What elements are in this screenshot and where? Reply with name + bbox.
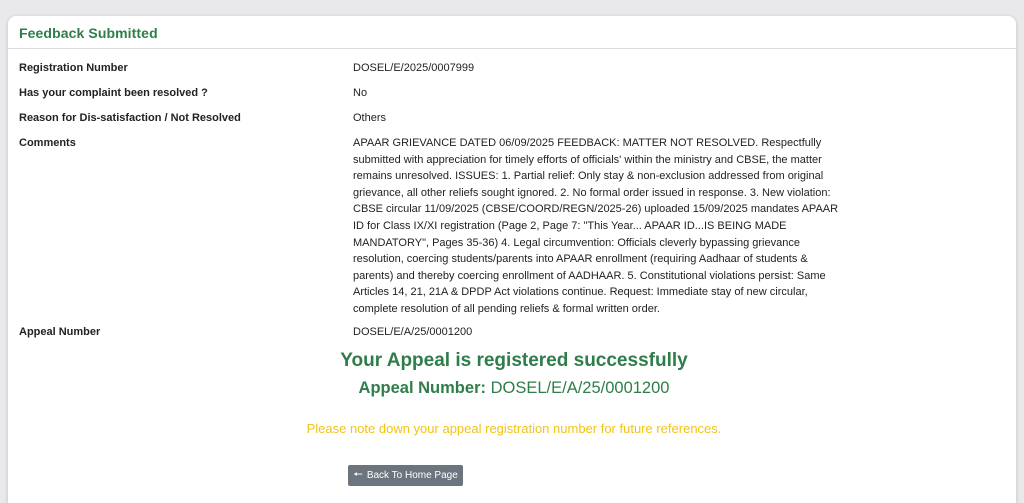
comments-text: APAAR GRIEVANCE DATED 06/09/2025 FEEDBACK: MATTER NOT RESOLVED. Respectfully submitted with appreciation for timely efforts of officials' within the ministry and CBSE, the matter remains unresolved. ISSUES: 1. Partial relief: Only stay & non-exclusion addressed from original grievance, all other reliefs sought ignored. 2. No formal order issued in response. 3. New violation: CBSE circular 11/09/2025 (CBSE/COORD/REGN/2025-26) uploaded 15/09/2025 mandates APAAR ID for Class IX/XI registration (Page 2, Page 7: "This Year... APAAR ID...IS BEING MADE MANDATORY", Pages 35-36) 4. Legal circumvention: Officials cleverly bypassing grievance resolution, coercing students/parents into APAAR enrollment (requiring Aadhaar of students & parents) and thereby coercing enrollment of AADHAAR. 5. Constitutional violations persist: Same Articles 14, 21, 21A & DPDP Act violations continue. Request: Immediate stay of new circular, complete resolution of all pending reliefs & formal written order.: [353, 137, 839, 315]
detail-label: Comments: [19, 137, 76, 149]
appeal-number-value: DOSEL/E/A/25/0001200: [490, 379, 670, 397]
appeal-number-label: Appeal Number:: [358, 379, 486, 397]
reference-note: Please note down your appeal registration number for future references.: [306, 421, 722, 436]
feedback-card: [8, 16, 1016, 503]
appeal-number-line: [8, 379, 1016, 398]
arrow-left-icon: 🠔: [353, 469, 363, 481]
detail-label: Registration Number: [19, 62, 128, 74]
detail-value: Others: [353, 112, 387, 124]
back-button-label: Back To Home Page: [366, 470, 458, 481]
detail-label: Has your complaint been resolved ?: [19, 87, 208, 99]
success-heading: Your Appeal is registered successfully: [340, 350, 688, 371]
detail-label: Appeal Number: [19, 326, 101, 338]
page-title: Feedback Submitted: [19, 25, 158, 41]
card-header: [8, 16, 1016, 49]
detail-value: DOSEL/E/A/25/0001200: [353, 326, 473, 338]
detail-label: Reason for Dis-satisfaction / Not Resolved: [19, 112, 241, 124]
detail-value: DOSEL/E/2025/0007999: [353, 62, 475, 74]
back-to-home-button[interactable]: [348, 465, 463, 486]
detail-value: No: [353, 87, 368, 99]
